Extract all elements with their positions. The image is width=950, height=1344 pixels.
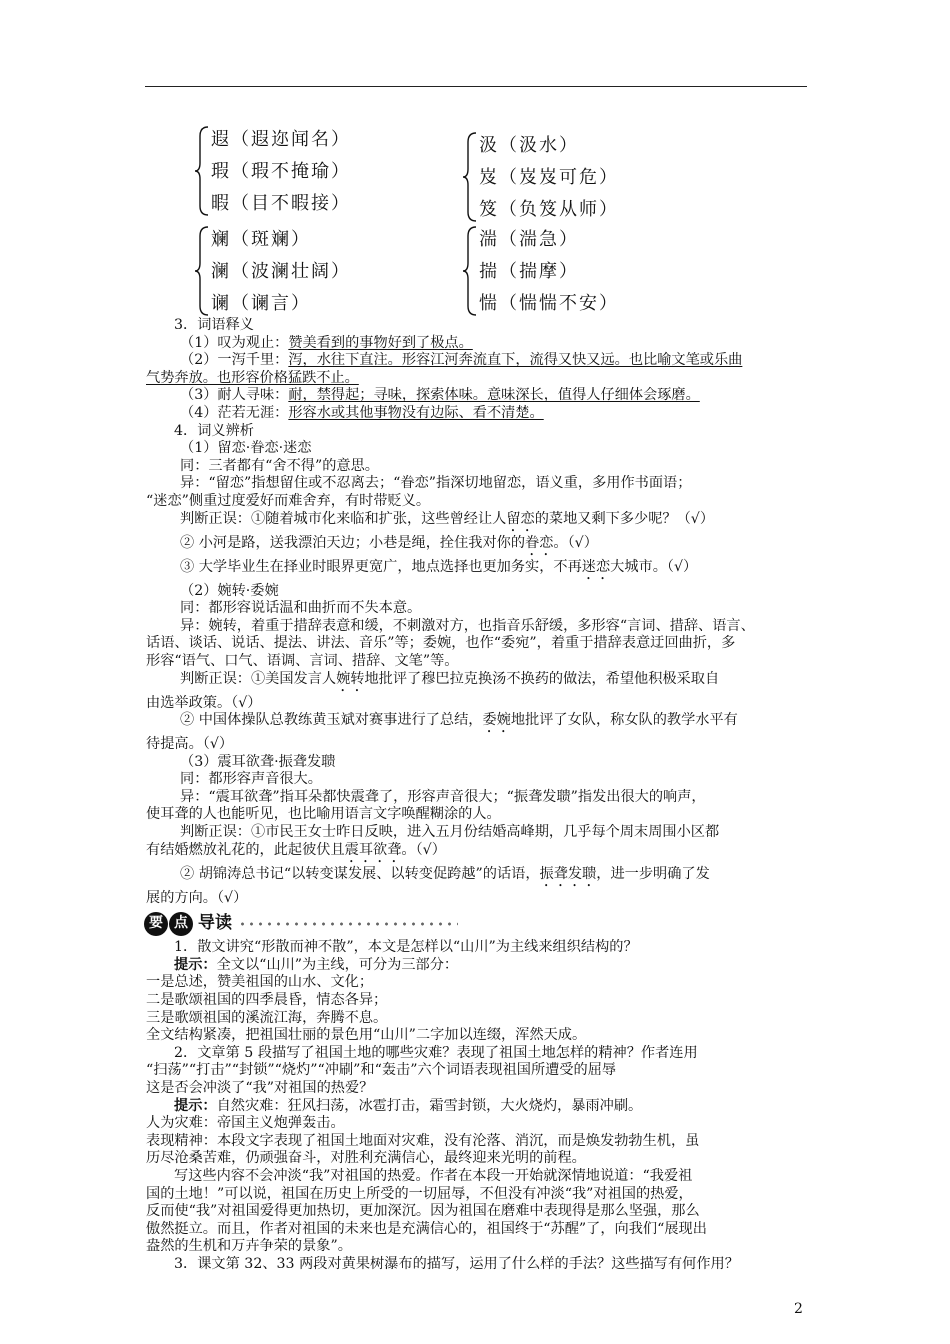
section-banner (144, 911, 812, 937)
answer-line: 提示：全文以“山川”为主线，可分为三部分： (174, 956, 459, 973)
answer-line: 全文结构紧凑，把祖国壮丽的景色用“山川”二字加以连缀，浑然天成。 (146, 1027, 587, 1044)
answer-line: 写这些内容不会冲淡“我”对祖国的热爱。作者在本段一开始就深情地说道：“我爱祖 (174, 1167, 693, 1184)
subsection-title: （2）婉转·委婉 (180, 582, 279, 599)
char-row: 斓（斑斓） (211, 229, 311, 250)
char-row: 澜（波澜壮阔） (211, 261, 351, 282)
question: 2．文章第 5 段描写了祖国土地的哪些灾难？表现了祖国土地怎样的精神？作者连用 (174, 1044, 698, 1061)
answer-line: 盎然的生机和万卉争荣的景象”。 (146, 1238, 352, 1255)
text-line: 形容“语气、口气、语调、言词、措辞、文笔”等。 (146, 652, 459, 669)
answer-line: 二是歌颂祖国的四季晨昏，情态各异； (146, 992, 388, 1009)
text-line: 同：三者都有“舍不得”的意思。 (180, 457, 379, 474)
char-row: 谰（谰言） (211, 293, 311, 314)
text-line: 同：都形容说话温和曲折而不失本意。 (180, 600, 422, 617)
document-body (146, 317, 812, 1274)
judgment-line: ② 胡锦涛总书记“以转变谋发展、以转变促跨越”的话语，振聋发聩，进一步明确了发 (180, 865, 710, 882)
answer-line: 反而使“我”对祖国爱得更加热切，更加深沉。因为祖国在磨难中表现得是那么坚强，那么 (146, 1203, 700, 1220)
char-groups (195, 124, 815, 320)
answer-line: 历尽沧桑苦难，仍顽强奋斗，对胜利充满信心，最终迎来光明的前程。 (146, 1150, 586, 1167)
judgment-line: ② 中国体操队总教练黄玉斌对赛事进行了总结，委婉地批评了女队，称女队的教学水平有 (180, 712, 738, 729)
text-line: 异：“留恋”指想留住或不忍离去；“眷恋”指深切地留恋，语义重，多用作书面语； (180, 475, 692, 492)
text-line: 话语、谈话、说话、提法、讲法、音乐”等；委婉，也作“委宛”，着重于措辞表意迂回曲折，多 (146, 635, 736, 652)
tip-label: 提示： (174, 956, 217, 973)
judgment-line: 判断正误：①美国发言人婉转地批评了穆巴拉克换汤不换药的做法，希望他积极采取自 (180, 670, 720, 687)
judgment-cont: 待提高。（√） (146, 736, 234, 753)
brace-icon (463, 226, 477, 316)
subsection-title: （1）留恋·眷恋·迷恋 (180, 440, 312, 457)
char-row: 汲（汲水） (479, 135, 579, 156)
char-row: 岌（岌岌可危） (479, 167, 619, 188)
dotted-divider (238, 920, 458, 928)
char-row: 惴（惴惴不安） (479, 293, 619, 314)
judgment-cont: 由选举政策。（√） (146, 694, 262, 711)
judgment-line: ② 小河是路，送我漂泊天边；小巷是绳，拴住我对你的眷恋。（√） (180, 534, 598, 551)
answer-line: 人为灾难：帝国主义炮弹轰击。 (146, 1115, 345, 1132)
section-title: 4．词义辨析 (174, 422, 254, 439)
question-cont: “扫荡”“打击”“封锁”“烧灼”“冲刷”和“轰击”六个词语表现祖国所遭受的屈辱 (146, 1062, 617, 1079)
char-row: 湍（湍急） (479, 229, 579, 250)
question: 3．课文第 32、33 两段对黄果树瀑布的描写，运用了什么样的手法？这些描写有何作用？ (174, 1255, 739, 1272)
answer-line: 傲然挺立。而且，作者对祖国的未来也是充满信心的，祖国终于“苏醒”了，向我们“展现出 (146, 1220, 707, 1237)
brace-icon (195, 226, 209, 316)
answer-line: 国的土地！”可以说，祖国在历史上所受的一切屈辱，不但没有冲淡“我”对祖国的热爱， (146, 1185, 693, 1202)
definition-item: （1）叹为观止：赞美看到的事物好到了极点。 (180, 334, 473, 351)
page-number: 2 (794, 1301, 803, 1317)
text-line: 异：婉转，着重于措辞表意和缓，不刺激对方，也指音乐舒缓，多形容“言词、措辞、语言、 (180, 617, 755, 634)
char-row: 揣（揣摩） (479, 261, 579, 282)
text-line: 异：“震耳欲聋”指耳朵都快震聋了，形容声音很大；“振聋发聩”指发出很大的响声， (180, 788, 706, 805)
banner-title: 导读 (198, 913, 232, 934)
text-line: 使耳聋的人也能听见，也比喻用语言文字唤醒糊涂的人。 (146, 806, 501, 823)
definition-item: （4）茫若无涯：形容水或其他事物没有边际、看不清楚。 (180, 404, 544, 421)
brace-icon (463, 132, 477, 222)
char-row: 笈（负笈从师） (479, 199, 619, 220)
banner-badge: 点 (169, 912, 193, 936)
judgment-line: 判断正误：①市民王女士昨日反映，进入五月份结婚高峰期，几乎每个周末周围小区都 (180, 824, 720, 841)
judgment-line: 判断正误：①随着城市化来临和扩张，这些曾经让人留恋的菜地又剩下多少呢？（√） (180, 510, 715, 527)
definition-item: （2）一泻千里：泻，水往下直注。形容江河奔流直下，流得又快又远。也比喻文笔或乐曲 (180, 352, 743, 369)
text-line: “迷恋”侧重过度爱好而难舍弃，有时带贬义。 (146, 492, 431, 509)
question: 1．散文讲究“形散而神不散”，本文是怎样以“山川”为主线来组织结构的？ (174, 939, 638, 956)
subsection-title: （3）震耳欲聋·振聋发聩 (180, 753, 336, 770)
tip-label: 提示： (174, 1097, 217, 1114)
definition-item: （3）耐人寻味：耐，禁得起；寻味，探索体味。意味深长，值得人仔细体会琢磨。 (180, 387, 700, 404)
header-rule (145, 86, 807, 87)
section-title: 3．词语释义 (174, 317, 254, 333)
judgment-line: ③ 大学毕业生在择业时眼界更宽广，地点选择也更加务实，不再迷恋大城市。（√） (180, 558, 698, 575)
banner-badge: 要 (144, 912, 168, 936)
answer-line: 表现精神：本段文字表现了祖国土地面对灾难，没有沦落、消沉，而是焕发勃勃生机，虽 (146, 1132, 700, 1149)
char-row: 遐（遐迩闻名） (211, 129, 351, 150)
text-line: 同：都形容声音很大。 (180, 771, 322, 788)
char-row: 暇（目不暇接） (211, 193, 351, 214)
answer-line: 一是总述，赞美祖国的山水、文化； (146, 974, 374, 991)
brace-icon (195, 126, 209, 216)
judgment-cont: 有结婚燃放礼花的，此起彼伏且震耳欲聋。（√） (146, 841, 446, 858)
question-cont: 这是否会冲淡了“我”对祖国的热爱？ (146, 1080, 374, 1096)
answer-line: 三是歌颂祖国的溪流江海，奔腾不息。 (146, 1009, 388, 1026)
definition-cont: 气势奔放。也形容价格猛跌不止。 (146, 369, 359, 386)
answer-line: 提示：自然灾难：狂风扫荡，冰雹打击，霜雪封锁，大火烧灼，暴雨冲刷。 (174, 1097, 643, 1114)
char-row: 瑕（瑕不掩瑜） (211, 161, 351, 182)
judgment-cont: 展的方向。（√） (146, 889, 248, 906)
